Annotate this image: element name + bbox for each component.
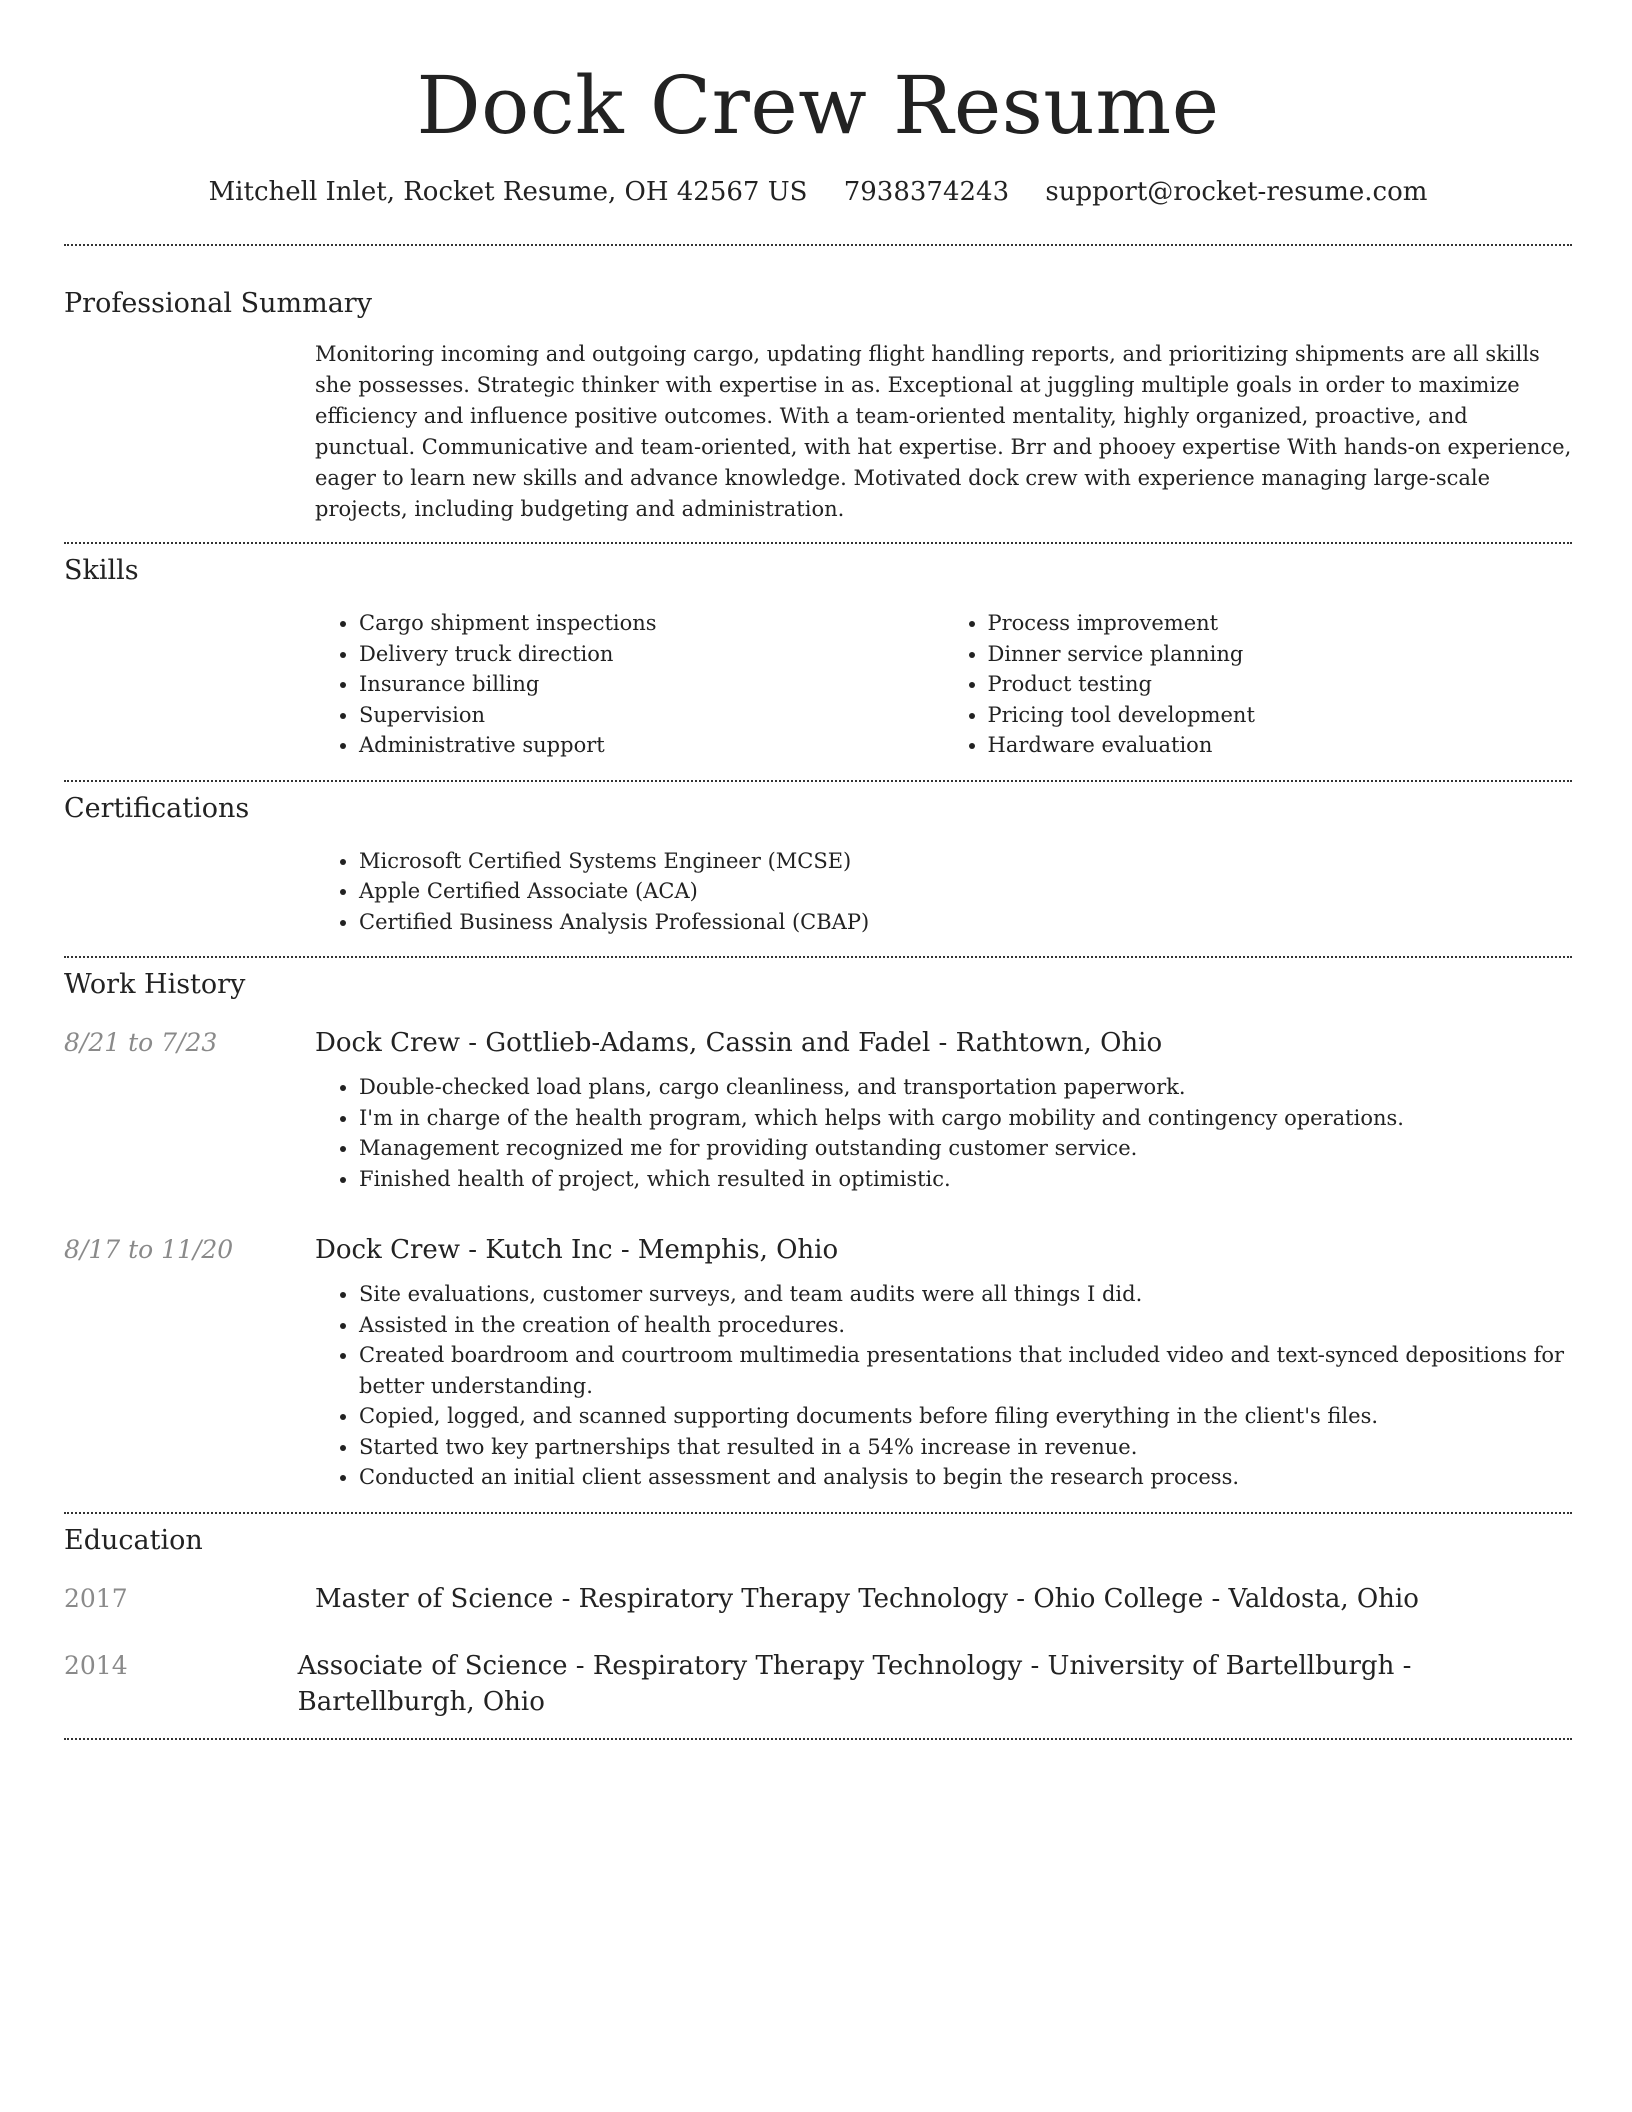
list-item: • Cargo shipment inspections	[359, 608, 944, 639]
list-item: • Conducted an initial client assessment and analysis to begin the research process.	[359, 1462, 1572, 1493]
list-item: • Created boardroom and courtroom multimedia presentations that included video and text-synced depositions for better understanding.	[359, 1340, 1572, 1401]
education-year: 2017	[64, 1583, 128, 1613]
contact-line	[64, 174, 1572, 210]
list-item: • Certified Business Analysis Professional (CBAP)	[359, 907, 1572, 938]
education-entry	[64, 1581, 1572, 1617]
job-bullets	[315, 1279, 1572, 1493]
list-item: • Insurance billing	[359, 669, 944, 700]
job-entry	[64, 1232, 1572, 1268]
list-item: • Started two key partnerships that resulted in a 54% increase in revenue.	[359, 1432, 1572, 1463]
list-item: • Assisted in the creation of health procedures.	[359, 1310, 1572, 1341]
contact-address: Mitchell Inlet, Rocket Resume, OH 42567 US	[208, 177, 808, 207]
section-divider	[64, 244, 1572, 246]
education-entry	[64, 1648, 1572, 1720]
section-divider	[64, 956, 1572, 958]
certifications-list	[315, 846, 1572, 938]
job-title: Dock Crew - Gottlieb-Adams, Cassin and Fadel - Rathtown, Ohio	[315, 1028, 1163, 1058]
job-entry	[64, 1025, 1572, 1061]
summary-text: Monitoring incoming and outgoing cargo, updating flight handling reports, and prioritizing shipments are all skills she possesses. Strategic thinker with expertise in as. Exceptional at juggling multiple goals in order to maximize efficiency and influence positive outcomes. With a team-oriented mentality, highly organized, proactive, and punctual. Communicative and team-oriented, with hat expertise. Brr and phooey expertise With hands-on experience, eager to learn new skills and advance knowledge. Motivated dock crew with experience managing large-scale projects, including budgeting and administration.	[315, 342, 1572, 521]
section-heading-education: Education	[64, 1524, 203, 1556]
skills-left-column	[315, 608, 944, 761]
job-title: Dock Crew - Kutch Inc - Memphis, Ohio	[315, 1235, 839, 1265]
list-item: • Apple Certified Associate (ACA)	[359, 876, 1572, 907]
section-heading-work: Work History	[64, 969, 246, 1000]
education-year: 2014	[64, 1650, 128, 1680]
resume-page	[64, 0, 1572, 1740]
list-item: • Hardware evaluation	[988, 730, 1573, 761]
list-item: • Double-checked load plans, cargo cleanliness, and transportation paperwork.	[359, 1072, 1572, 1103]
list-item: • Management recognized me for providing outstanding customer service.	[359, 1133, 1572, 1164]
skills-list	[315, 608, 1572, 761]
job-bullets	[315, 1072, 1572, 1194]
contact-email: support@rocket-resume.com	[1045, 177, 1428, 207]
list-item: • I'm in charge of the health program, which helps with cargo mobility and contingency operations.	[359, 1103, 1572, 1134]
section-heading-skills: Skills	[64, 555, 139, 586]
job-dates: 8/21 to 7/23	[64, 1028, 218, 1057]
list-item: • Process improvement	[988, 608, 1573, 639]
resume-title: Dock Crew Resume	[416, 59, 1220, 152]
section-divider	[64, 1738, 1572, 1740]
list-item: • Administrative support	[359, 730, 944, 761]
list-item: • Delivery truck direction	[359, 639, 944, 670]
contact-phone: 7938374243	[843, 177, 1010, 207]
section-divider	[64, 1512, 1572, 1514]
list-item: • Microsoft Certified Systems Engineer (MCSE)	[359, 846, 1572, 877]
list-item: • Copied, logged, and scanned supporting documents before filing everything in the client's files.	[359, 1401, 1572, 1432]
section-heading-summary: Professional Summary	[64, 288, 372, 319]
section-heading-certifications: Certifications	[64, 792, 250, 824]
list-item: • Pricing tool development	[988, 700, 1573, 731]
education-degree: Associate of Science - Respiratory Therapy Technology - University of Bartellburgh - Bartellburgh, Ohio	[297, 1650, 1412, 1717]
job-dates: 8/17 to 11/20	[64, 1235, 234, 1264]
education-degree: Master of Science - Respiratory Therapy Technology - Ohio College - Valdosta, Ohio	[315, 1583, 1419, 1614]
list-item: • Finished health of project, which resulted in optimistic.	[359, 1164, 1572, 1195]
list-item: • Supervision	[359, 700, 944, 731]
list-item: • Product testing	[988, 669, 1573, 700]
list-item: • Site evaluations, customer surveys, and team audits were all things I did.	[359, 1279, 1572, 1310]
section-divider	[64, 542, 1572, 544]
section-divider	[64, 780, 1572, 782]
list-item: • Dinner service planning	[988, 639, 1573, 670]
skills-right-column	[944, 608, 1573, 761]
